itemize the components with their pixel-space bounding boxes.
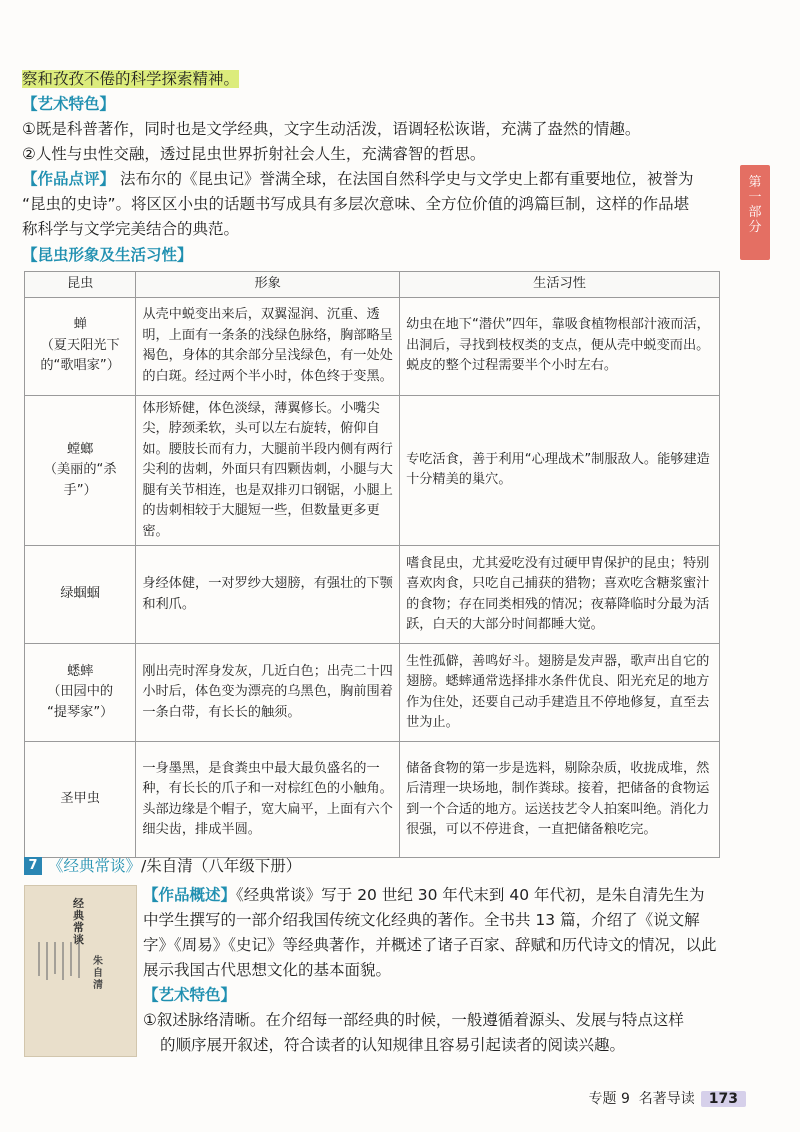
overview-line-4: 展示我国古代思想文化的基本面貌。	[143, 961, 392, 979]
table-row	[25, 395, 720, 546]
overview-text-1: 《经典常谈》写于 20 世纪 30 年代末到 40 年代初，是朱自清先生为	[236, 886, 705, 904]
overview-line-2: 中学生撰写的一部介绍我国传统文化经典的著作。全书共 13 篇，介绍了《说文解	[143, 911, 700, 929]
header-name: 昆虫	[25, 272, 136, 298]
section-number-badge: 7	[24, 857, 42, 875]
header-form: 形象	[136, 272, 400, 298]
part-side-tab	[740, 165, 770, 260]
side-tab-char: 一	[748, 190, 762, 205]
cover-title: 经典常谈	[73, 897, 84, 946]
insect-name	[25, 546, 136, 644]
insect-table	[24, 271, 720, 858]
book-title: 《经典常谈》	[48, 857, 142, 875]
name-line: 绿蝈蝈	[60, 586, 100, 602]
table-row	[25, 297, 720, 395]
insect-habit: 生性孤僻，善鸣好斗。翅膀是发声器，歌声出自它的翅膀。蟋蟀通常选择排水条件优良、阳光充足的地方作为住处，还要自己动手建造且不停地修复，直至去世为止。	[400, 644, 720, 742]
review-line-2: “昆虫的史诗”。将区区小虫的话题书写成具有多层次意味、全方位价值的鸿篇巨制，这样的作品堪	[22, 195, 690, 213]
art-line-1: ①叙述脉络清晰。在介绍每一部经典的时候，一般遵循着源头、发展与特点这样	[143, 1011, 684, 1029]
review-text-1: 法布尔的《昆虫记》誉满全球，在法国自然科学史与文学史上都有重要地位，被誉为	[119, 170, 694, 188]
page-footer	[589, 1088, 747, 1108]
insect-name	[25, 395, 136, 546]
name-line: 蟋蟀	[66, 663, 94, 679]
review-line-3: 称科学与文学完美结合的典范。	[22, 220, 240, 238]
insect-habit: 专吃活食，善于利用“心理战术”制服敌人。能够建造十分精美的巢穴。	[400, 395, 720, 546]
book-author-grade: /朱自清（八年级下册）	[141, 857, 302, 875]
book-cover-image	[24, 885, 137, 1057]
insect-habit: 幼虫在地下“潜伏”四年，靠吸食植物根部汁液而活，出洞后，寻找到枝杈类的支点，便从壳中蜕变而出。蜕皮的整个过程需要半个小时左右。	[400, 297, 720, 395]
section7-title	[48, 854, 301, 876]
table-heading: 【昆虫形象及生活习性】	[22, 246, 193, 264]
highlighted-text: 察和孜孜不倦的科学探索精神。	[22, 70, 240, 88]
overview-line-1	[143, 884, 705, 906]
name-line: 螳螂	[66, 441, 94, 457]
insect-form: 从壳中蜕变出来后，双翼湿润、沉重、透明，上面有一条条的浅绿色脉络，胸部略呈褐色，身体的其余部分呈浅绿色，有一处处的白斑。经过两个半小时，体色终于变黑。	[136, 297, 400, 395]
header-habit: 生活习性	[400, 272, 720, 298]
insect-name	[25, 742, 136, 858]
footer-topic: 专题 9	[588, 1091, 630, 1107]
name-line: （夏天阳光下	[40, 337, 120, 353]
footer-label: 名著导读	[638, 1091, 695, 1107]
overview-line-3: 字》《周易》《史记》等经典著作，并概述了诸子百家、辞赋和历代诗文的情况，以此	[143, 936, 717, 954]
name-line: （田园中的	[47, 684, 114, 700]
art-features-heading: 【艺术特色】	[22, 95, 116, 113]
insect-habit: 嗜食昆虫，尤其爱吃没有过硬甲胄保护的昆虫；特别喜欢肉食，只吃自己捕获的猎物；喜欢吃含糖浆蜜汁的食物；存在同类相残的情况；夜幕降临时分最为活跃，白天的大部分时间都睡大觉。	[400, 546, 720, 644]
name-line: （美丽的“杀手”）	[43, 462, 117, 498]
table-row	[25, 546, 720, 644]
side-tab-char: 部	[748, 205, 762, 220]
table-row	[25, 742, 720, 858]
side-tab-char: 分	[748, 220, 762, 235]
review-heading: 【作品点评】	[22, 170, 116, 188]
insect-name	[25, 644, 136, 742]
table-row	[25, 644, 720, 742]
side-tab-char: 第	[748, 175, 762, 190]
cover-text-strokes	[35, 936, 95, 1006]
insect-form: 体形矫健，体色淡绿，薄翼修长。小嘴尖尖，脖颈柔软，头可以左右旋转，俯仰自如。腰肢长而有力，大腿前半段内侧有两行尖利的齿刺，外面只有四颗齿刺，小腿与大腿有关节相连，也是双排刃口钢锯，小腿上的齿刺相较于大腿短一些，但数量更多更密。	[136, 395, 400, 546]
name-line: 的“歌唱家”）	[40, 358, 120, 374]
insect-form: 身经体健，一对罗纱大翅膀，有强壮的下颚和利爪。	[136, 546, 400, 644]
art-heading-7: 【艺术特色】	[143, 986, 237, 1004]
overview-heading: 【作品概述】	[143, 886, 237, 904]
table-header-row	[25, 272, 720, 298]
insect-name	[25, 297, 136, 395]
top-line	[22, 68, 239, 90]
name-line: 蝉	[73, 317, 87, 333]
art-feature-1: ①既是科普著作，同时也是文学经典，文字生动活泼，语调轻松诙谐，充满了盎然的情趣。	[22, 120, 641, 138]
insect-form: 刚出壳时浑身发灰，几近白色；出壳二十四小时后，体色变为漂亮的乌黑色，胸前围着一条白带，有长长的触须。	[136, 644, 400, 742]
insect-form: 一身墨黑，是食粪虫中最大最负盛名的一种，有长长的爪子和一对棕红色的小触角。头部边缘是个帽子，宽大扁平，上面有六个细尖齿，排成半圆。	[136, 742, 400, 858]
page-number: 173	[701, 1091, 746, 1107]
name-line: 圣甲虫	[60, 791, 100, 807]
art-feature-2: ②人性与虫性交融，透过昆虫世界折射社会人生，充满睿智的哲思。	[22, 145, 486, 163]
review-line-1	[22, 168, 693, 190]
cover-author: 朱自清	[93, 956, 103, 991]
art-line-2: 的顺序展开叙述，符合读者的认知规律且容易引起读者的阅读兴趣。	[160, 1036, 626, 1054]
insect-habit: 储备食物的第一步是选料，剔除杂质，收拢成堆，然后清理一块场地，制作粪球。接着，把储备的食物运到一个合适的地方。运送技艺令人拍案叫绝。消化力很强，可以不停进食，一直把储备粮吃完。	[400, 742, 720, 858]
name-line: “提琴家”）	[46, 704, 114, 720]
